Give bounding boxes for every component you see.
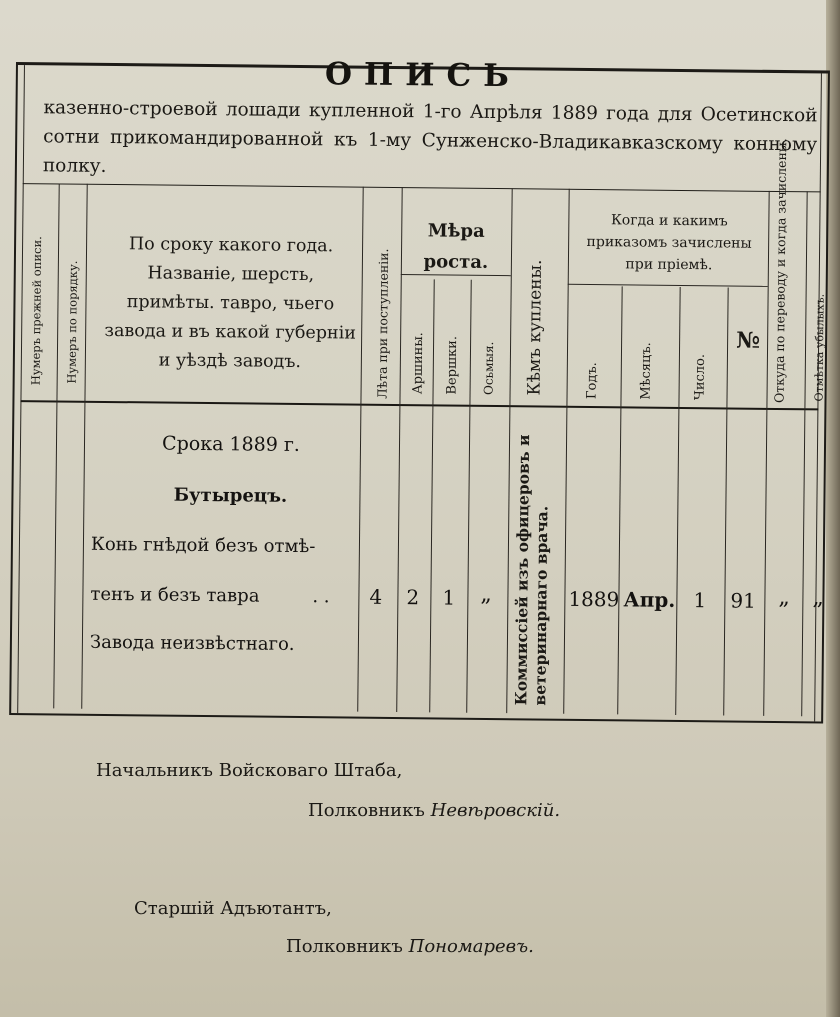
signature-1-name: Невѣровскій. bbox=[430, 800, 561, 821]
header-vershoks: Вершки. bbox=[444, 335, 461, 395]
row-removal: „ bbox=[812, 585, 824, 611]
row-year: 1889 bbox=[568, 586, 620, 612]
row-horse-name: Бутырецъ. bbox=[173, 484, 288, 507]
header-bottom-rule bbox=[20, 400, 818, 410]
header-eighths: Осьмыя. bbox=[481, 341, 497, 396]
row-desc-line3: Завода неизвѣстнаго. bbox=[89, 631, 295, 655]
header-height: Мѣра роста. bbox=[423, 220, 489, 273]
header-removal: Отмѣтка убылыхъ. bbox=[812, 293, 827, 402]
row-origin: „ bbox=[778, 585, 790, 611]
row-vershoks: 1 bbox=[442, 585, 456, 610]
signature-2-name: Пономаревъ. bbox=[408, 936, 534, 957]
row-age: 4 bbox=[369, 584, 383, 609]
header-origin: Откуда по переводу и когда зачислены. bbox=[771, 138, 790, 404]
row-desc-line1: Конь гнѣдой безъ отмѣ- bbox=[90, 533, 316, 558]
row-day: 1 bbox=[693, 588, 707, 613]
header-order-number: Нумеръ по порядку. bbox=[64, 260, 80, 384]
row-eighths: „ bbox=[480, 581, 492, 608]
header-arshins: Аршины. bbox=[410, 332, 427, 395]
row-desc-line2: тенъ и безъ тавра bbox=[90, 583, 260, 607]
row-term: Срока 1889 г. bbox=[162, 432, 301, 456]
row-arshins: 2 bbox=[406, 585, 420, 610]
signature-2-title: Старшій Адъютантъ, bbox=[134, 898, 332, 919]
row-desc-dots: . . bbox=[312, 586, 330, 608]
document-subtitle: казенно-строевой лошади купленной 1-го Апрѣля 1889 года для Осетинской сотни прикомандированной къ 1-му Сунженско-Владикавказскому конному полку. bbox=[42, 97, 818, 177]
header-day: Число. bbox=[692, 353, 708, 401]
header-month: Мѣсяцъ. bbox=[638, 342, 655, 400]
header-bought-by: Кѣмъ куплены. bbox=[524, 259, 546, 396]
row-month: Апр. bbox=[623, 587, 676, 612]
header-year: Годъ. bbox=[584, 362, 600, 400]
signature-1-title: Начальникъ Войсковаго Штаба, bbox=[96, 760, 403, 781]
header-age: Лѣта при поступленіи. bbox=[374, 248, 392, 399]
row-bought-by: Коммиссiей изъ офицеровъ и ветеринарнаго врача. bbox=[511, 434, 552, 706]
row-number: 91 bbox=[730, 588, 756, 613]
signature-2-rank: Полковникъ bbox=[286, 936, 403, 957]
header-order-group: Когда и какимъ приказомъ зачислены при пріемѣ. bbox=[586, 212, 752, 274]
signature-1-line bbox=[308, 800, 560, 821]
signature-1-rank: Полковникъ bbox=[308, 800, 425, 821]
document-title: ОПИСЬ bbox=[324, 56, 521, 95]
header-description: По сроку какого года. Названіе, шерсть, примѣты. тавро, чьего завода и въ какой губерніи и уѣздѣ заводъ. bbox=[104, 234, 357, 373]
header-number: № bbox=[736, 327, 761, 354]
signature-2-line bbox=[286, 936, 534, 957]
header-prev-number: Нумеръ прежней описи. bbox=[28, 236, 45, 386]
inventory-frame bbox=[9, 56, 830, 723]
